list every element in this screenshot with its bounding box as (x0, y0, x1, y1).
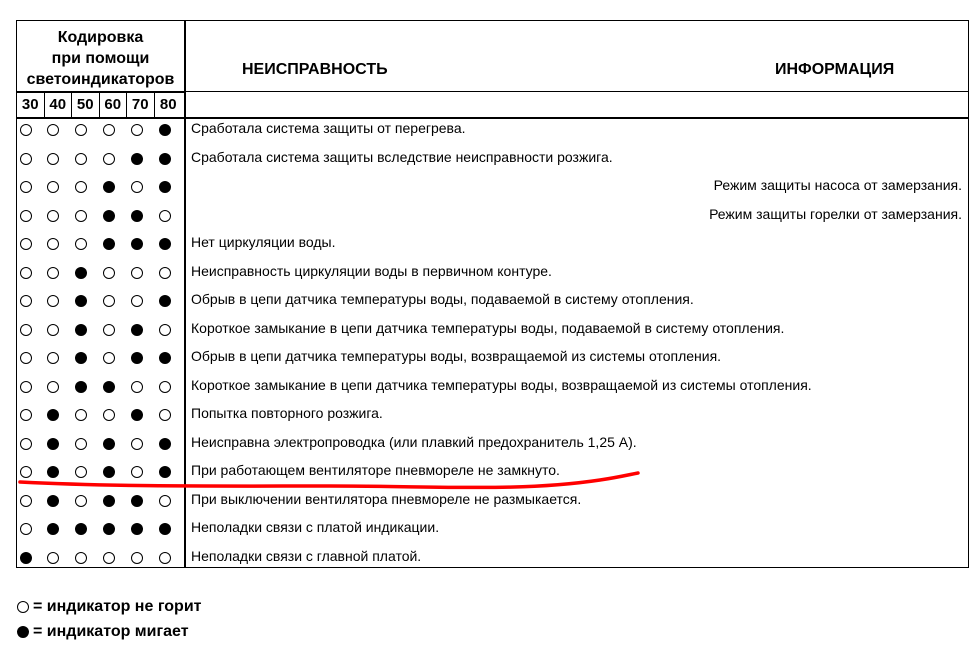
fault-description: Короткое замыкание в цепи датчика температуры воды, подаваемой в систему отопления. (191, 319, 785, 336)
led-off-icon (17, 601, 29, 613)
fault-description: Неисправна электропроводка (или плавкий предохранитель 1,25 А). (191, 433, 637, 450)
fault-description: Обрыв в цепи датчика температуры воды, возвращаемой из системы отопления. (191, 348, 722, 364)
coding-header-line: Кодировка (57, 29, 144, 46)
fault-description: Неполадки связи с платой индикации. (191, 519, 440, 535)
legend-on (17, 623, 189, 641)
legend-off (17, 598, 201, 616)
fault-description: При работающем вентиляторе пневмореле не замкнуто. (191, 462, 560, 478)
info-column-header: ИНФОРМАЦИЯ (775, 61, 895, 78)
coding-header-line: при помощи (51, 50, 150, 67)
fault-description: При выключении вентилятора пневмореле не размыкается. (191, 490, 582, 507)
led-number: 30 (17, 92, 45, 117)
led-number: 50 (72, 92, 100, 117)
legend-on-text: = индикатор мигает (33, 623, 189, 640)
fault-description: Короткое замыкание в цепи датчика температуры воды, возвращаемой из системы отопления. (191, 376, 812, 393)
led-blinking-icon (17, 626, 29, 638)
led-number: 40 (45, 92, 73, 117)
fault-description: Режим защиты горелки от замерзания. (709, 205, 962, 222)
fault-description: Сработала система защиты от перегрева. (191, 120, 466, 136)
fault-description: Неисправность циркуляции воды в первичном контуре. (191, 262, 552, 279)
fault-description: Режим защиты насоса от замерзания. (713, 177, 962, 193)
legend-off-text: = индикатор не горит (33, 598, 202, 615)
fault-description: Сработала система защиты вследствие неисправности розжига. (191, 148, 613, 165)
fault-description: Обрыв в цепи датчика температуры воды, подаваемой в систему отопления. (191, 291, 694, 307)
led-number: 60 (100, 92, 128, 117)
fault-description: Нет циркуляции воды. (191, 234, 336, 250)
coding-header-line: светоиндикаторов (26, 71, 175, 88)
fault-description: Неполадки связи с главной платой. (191, 547, 422, 564)
led-number: 80 (159, 96, 177, 113)
led-number: 70 (127, 92, 155, 117)
fault-column-header: НЕИСПРАВНОСТЬ (242, 61, 388, 78)
fault-description: Попытка повторного розжига. (191, 405, 383, 421)
